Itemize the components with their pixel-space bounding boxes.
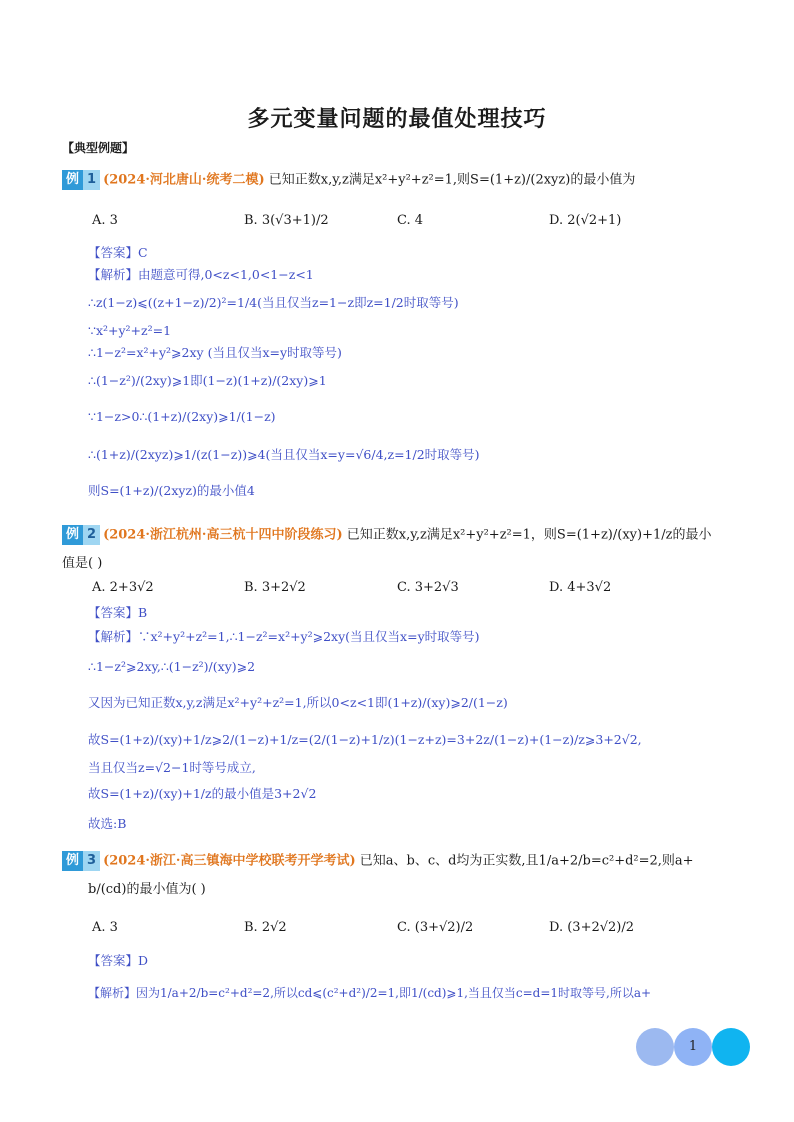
- example-2-question: 已知正数x,y,z满足x²+y²+z²=1，则S=(1+z)/(xy)+1/z的最小: [346, 527, 712, 543]
- example-1-option-b: B. 3(√3+1)/2: [244, 213, 329, 228]
- example-3-solution-line: 【解析】因为1/a+2/b=c²+d²=2,所以cd⩽(c²+d²)/2=1,即1/(cd)⩾1,当且仅当c=d=1时取等号,所以a+: [88, 986, 652, 1000]
- example-3-option-c: C. (3+√2)/2: [397, 920, 474, 935]
- example-2-solution-line: 【解析】∵x²+y²+z²=1,∴1−z²=x²+y²⩾2xy(当且仅当x=y时取等号): [88, 629, 480, 644]
- example-3-option-b: B. 2√2: [244, 920, 287, 935]
- example-1-answer: 【答案】C: [88, 245, 148, 260]
- example-2-option-a: A. 2+3√2: [92, 580, 154, 595]
- example-3-question: 已知a、b、c、d均为正实数,且1/a+2/b=c²+d²=2,则a+: [359, 853, 694, 869]
- page-indicator: [636, 1028, 750, 1066]
- example-1-badge: 例 1: [62, 170, 100, 190]
- example-2-solution-line: 故选:B: [88, 816, 127, 831]
- example-1-option-a: A. 3: [92, 213, 118, 228]
- example-2-solution-line: ∴1−z²⩾2xy,∴(1−z²)/(xy)⩾2: [88, 659, 256, 674]
- example-1-solution-line: ∴(1+z)/(2xyz)⩾1/(z(1−z))⩾4(当且仅当x=y=√6/4,z=1/2时取等号): [88, 447, 480, 462]
- example-1-solution-line: ∴(1−z²)/(2xy)⩾1即(1−z)(1+z)/(2xy)⩾1: [88, 373, 327, 388]
- example-1-stem: [62, 170, 635, 190]
- example-1-solution-line: ∴1−z²=x²+y²⩾2xy (当且仅当x=y时取等号): [88, 345, 342, 360]
- example-1-option-d: D. 2(√2+1): [549, 213, 622, 228]
- example-1-source: (2024·河北唐山·统考二模): [103, 172, 265, 188]
- example-1-solution-line: 【解析】由题意可得,0<z<1,0<1−z<1: [88, 267, 314, 282]
- example-1-solution-line: ∴z(1−z)⩽((z+1−z)/2)²=1/4(当且仅当z=1−z即z=1/2时取等号): [88, 295, 459, 310]
- example-3-source: (2024·浙江·高三镇海中学校联考开学考试): [103, 853, 356, 869]
- example-2-solution-line: 又因为已知正数x,y,z满足x²+y²+z²=1,所以0<z<1即(1+z)/(xy)⩾2/(1−z): [88, 695, 508, 710]
- section-heading: 【典型例题】: [62, 141, 135, 155]
- example-2-question-cont: 值是( ): [62, 556, 103, 571]
- example-3-option-a: A. 3: [92, 920, 118, 935]
- example-3-option-d: D. (3+2√2)/2: [549, 920, 635, 935]
- example-1-solution-line: ∵x²+y²+z²=1: [88, 323, 172, 338]
- example-3-answer: 【答案】D: [88, 953, 149, 968]
- example-2-source: (2024·浙江杭州·高三杭十四中阶段练习): [103, 527, 343, 543]
- example-2-answer: 【答案】B: [88, 605, 148, 620]
- footer-circle-left: [636, 1028, 674, 1066]
- footer-circle-right: [712, 1028, 750, 1066]
- page-number: 1: [688, 1039, 698, 1054]
- example-3-badge: 例 3: [62, 851, 100, 871]
- example-2-solution-line: 故S=(1+z)/(xy)+1/z的最小值是3+2√2: [88, 786, 317, 801]
- example-2-solution-line: 故S=(1+z)/(xy)+1/z⩾2/(1−z)+1/z=(2/(1−z)+1/z)(1−z+z)=3+2z/(1−z)+(1−z)/z⩾3+2√2,: [88, 732, 642, 747]
- page-title: 多元变量问题的最值处理技巧: [247, 106, 547, 132]
- example-2-badge: 例 2: [62, 525, 100, 545]
- example-2-solution-line: 当且仅当z=√2−1时等号成立,: [88, 760, 256, 775]
- example-2-option-b: B. 3+2√2: [244, 580, 306, 595]
- example-3-stem: [62, 851, 694, 871]
- example-2-option-d: D. 4+3√2: [549, 580, 612, 595]
- example-2-option-c: C. 3+2√3: [397, 580, 459, 595]
- example-1-option-c: C. 4: [397, 213, 424, 228]
- example-1-solution-line: 则S=(1+z)/(2xyz)的最小值4: [88, 483, 255, 498]
- example-2-stem: [62, 525, 711, 545]
- example-3-question-cont: b/(cd)的最小值为( ): [88, 882, 206, 897]
- example-1-solution-line: ∵1−z>0∴(1+z)/(2xy)⩾1/(1−z): [88, 409, 276, 424]
- example-1-question: 已知正数x,y,z满足x²+y²+z²=1,则S=(1+z)/(2xyz)的最小值为: [268, 172, 636, 188]
